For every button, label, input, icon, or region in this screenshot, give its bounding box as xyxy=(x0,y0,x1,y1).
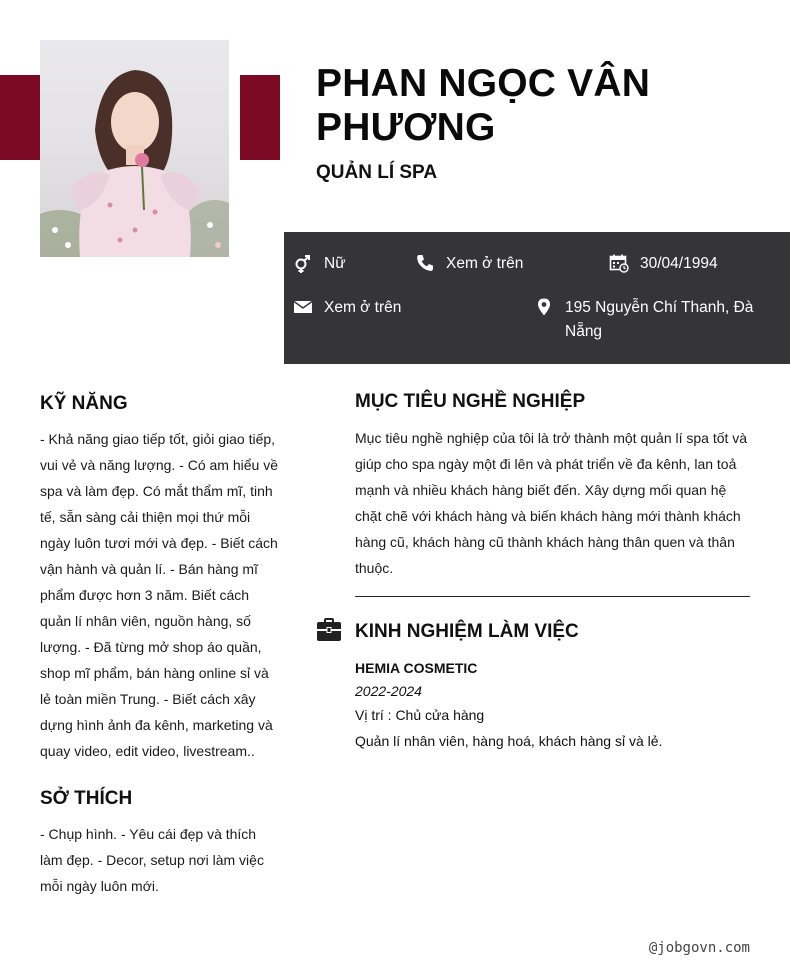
watermark: @jobgovn.com xyxy=(648,940,750,956)
mail-icon xyxy=(293,297,313,317)
address-value: 195 Nguyễn Chí Thanh, Đà Nẵng xyxy=(565,299,754,340)
phone-value: Xem ở trên xyxy=(446,255,524,272)
gender-field xyxy=(293,252,346,276)
section-divider xyxy=(355,596,750,597)
full-name: PHAN NGỌC VÂN PHƯƠNG xyxy=(316,62,651,149)
experience-heading: KINH NGHIỆM LÀM VIỆC xyxy=(355,621,579,642)
birthdate-value: 30/04/1994 xyxy=(640,255,718,272)
email-field xyxy=(293,296,401,320)
hobbies-text: - Chụp hình. - Yêu cái đẹp và thích làm đẹp. - Decor, setup nơi làm việc mỗi ngày luôn mới. xyxy=(40,826,264,894)
skills-heading: KỸ NĂNG xyxy=(40,393,128,414)
gender-icon xyxy=(293,253,313,273)
email-value: Xem ở trên xyxy=(324,299,402,316)
address-field xyxy=(534,296,774,344)
company-name: HEMIA COSMETIC xyxy=(355,660,478,676)
work-description: Quản lí nhân viên, hàng hoá, khách hàng sỉ và lẻ. xyxy=(355,733,663,749)
accent-block-left xyxy=(0,75,40,160)
briefcase-icon xyxy=(316,618,342,642)
job-title: QUẢN LÍ SPA xyxy=(316,162,438,183)
phone-field xyxy=(415,252,523,276)
objective-text: Mục tiêu nghề nghiệp của tôi là trở thành một quản lí spa tốt và giúp cho spa ngày một đi lên và phát triển về đa kênh, lan toả mạnh và nhiều khách hàng biết đến. Xây dựng mối quan hệ chặt chẽ với khách hàng và biến khách hàng mới thành khách hàng cũ, khách hàng cũ thành khách hàng thân quen và thân thuộc. xyxy=(355,430,748,576)
objective-heading: MỤC TIÊU NGHỀ NGHIỆP xyxy=(355,391,586,412)
gender-value: Nữ xyxy=(324,255,346,272)
contact-info-box xyxy=(284,232,790,364)
accent-block-right xyxy=(240,75,280,160)
location-icon xyxy=(534,297,554,317)
calendar-icon xyxy=(609,253,629,273)
profile-photo xyxy=(40,40,229,257)
work-period: 2022-2024 xyxy=(355,683,422,699)
hobbies-heading: SỞ THÍCH xyxy=(40,788,133,809)
work-role: Vị trí : Chủ cửa hàng xyxy=(355,707,485,723)
phone-icon xyxy=(415,253,435,273)
skills-text: - Khả năng giao tiếp tốt, giỏi giao tiếp, vui vẻ và năng lượng. - Có am hiểu về spa và làm đẹp. Có mắt thẩm mĩ, tinh tế, sẵn sàng cải thiện mọi thứ mỗi ngày luôn tươi mới và đẹp. - Biết cách vận hành và quản lí. - Bán hàng mĩ phẩm được hơn 3 năm. Biết cách quản lí nhân viên, nguồn hàng, số lượng. - Đã từng mở shop áo quần, shop mĩ phẩm, bán hàng online sỉ và lẻ toàn miền Trung. - Biết cách xây dựng hình ảnh đa kênh, marketing và quay video, edit video, livestream.. xyxy=(40,431,279,759)
birthdate-field xyxy=(609,252,718,276)
